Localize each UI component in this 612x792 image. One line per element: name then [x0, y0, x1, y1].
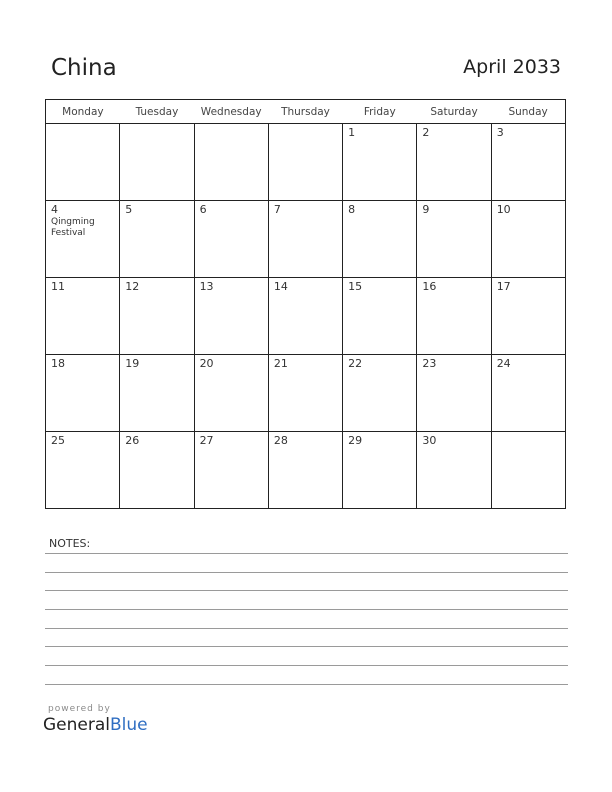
week-row	[46, 355, 566, 432]
day-number: 18	[51, 357, 65, 370]
week-row	[46, 201, 566, 278]
week-row	[46, 432, 566, 509]
day-cell	[194, 278, 268, 355]
country-title: China	[51, 55, 117, 81]
weekday-header-saturday: Saturday	[417, 100, 491, 124]
day-cell	[417, 432, 491, 509]
day-cell	[46, 124, 120, 201]
day-cell	[417, 201, 491, 278]
note-line	[45, 665, 568, 666]
note-line	[45, 609, 568, 610]
day-number: 26	[125, 434, 140, 447]
day-number: 14	[273, 280, 288, 293]
day-number: 6	[199, 203, 207, 216]
day-number: 19	[125, 357, 140, 370]
powered-by-text: powered by	[48, 704, 111, 714]
day-cell	[491, 124, 565, 201]
day-cell	[268, 355, 342, 432]
day-number: 27	[199, 434, 214, 447]
day-number: 11	[51, 280, 65, 293]
note-line	[45, 646, 568, 647]
day-cell	[491, 201, 565, 278]
day-cell	[417, 278, 491, 355]
day-number: 10	[496, 203, 511, 216]
weekday-header-sunday: Sunday	[491, 100, 565, 124]
day-cell	[46, 278, 120, 355]
day-number: 9	[422, 203, 430, 216]
day-number: 16	[422, 280, 437, 293]
day-number: 30	[422, 434, 437, 447]
day-cell	[120, 124, 194, 201]
day-number: 8	[348, 203, 356, 216]
day-cell	[417, 355, 491, 432]
weekday-header-tuesday: Tuesday	[120, 100, 194, 124]
note-line	[45, 572, 568, 573]
weekday-header-wednesday: Wednesday	[194, 100, 268, 124]
day-cell	[194, 124, 268, 201]
day-cell	[46, 201, 120, 278]
day-number: 2	[422, 126, 430, 139]
day-cell	[120, 201, 194, 278]
day-number: 1	[348, 126, 356, 139]
day-cell	[343, 201, 417, 278]
day-number: 23	[422, 357, 437, 370]
day-number: 25	[51, 434, 65, 447]
day-number: 15	[348, 280, 363, 293]
day-cell	[194, 201, 268, 278]
day-number: 28	[273, 434, 288, 447]
day-number: 22	[348, 357, 363, 370]
month-year-title: April 2033	[463, 56, 561, 78]
day-number: 21	[273, 357, 288, 370]
day-cell	[46, 432, 120, 509]
day-cell	[194, 355, 268, 432]
day-cell	[194, 432, 268, 509]
weekday-header-thursday: Thursday	[268, 100, 342, 124]
day-cell	[343, 432, 417, 509]
day-cell	[268, 201, 342, 278]
day-cell	[491, 355, 565, 432]
day-number: 13	[199, 280, 214, 293]
day-cell	[46, 355, 120, 432]
brand-blue-text: Blue	[110, 715, 148, 735]
day-number: 3	[496, 126, 504, 139]
day-number: 5	[125, 203, 133, 216]
day-cell	[120, 278, 194, 355]
note-line	[45, 684, 568, 685]
generalblue-logo	[43, 715, 148, 735]
calendar-grid	[45, 99, 566, 509]
day-cell	[120, 355, 194, 432]
week-row	[46, 124, 566, 201]
week-row	[46, 278, 566, 355]
day-cell	[343, 124, 417, 201]
day-cell	[268, 432, 342, 509]
day-cell	[343, 355, 417, 432]
note-line	[45, 628, 568, 629]
day-number: 12	[125, 280, 140, 293]
day-number: 17	[496, 280, 511, 293]
notes-label: NOTES:	[49, 537, 91, 550]
day-cell	[268, 124, 342, 201]
day-cell	[491, 432, 565, 509]
day-cell	[417, 124, 491, 201]
day-number: 29	[348, 434, 363, 447]
day-number: 24	[496, 357, 511, 370]
note-line	[45, 553, 568, 554]
holiday-label: Qingming Festival	[51, 217, 95, 238]
day-cell	[343, 278, 417, 355]
note-line	[45, 590, 568, 591]
weekday-header-row	[46, 100, 566, 124]
day-number: 4	[51, 203, 58, 216]
brand-general-text: General	[43, 715, 110, 735]
day-number: 20	[199, 357, 214, 370]
day-cell	[120, 432, 194, 509]
weekday-header-friday: Friday	[343, 100, 417, 124]
day-cell	[268, 278, 342, 355]
day-cell	[491, 278, 565, 355]
weekday-header-monday: Monday	[46, 100, 120, 124]
day-number: 7	[273, 203, 281, 216]
